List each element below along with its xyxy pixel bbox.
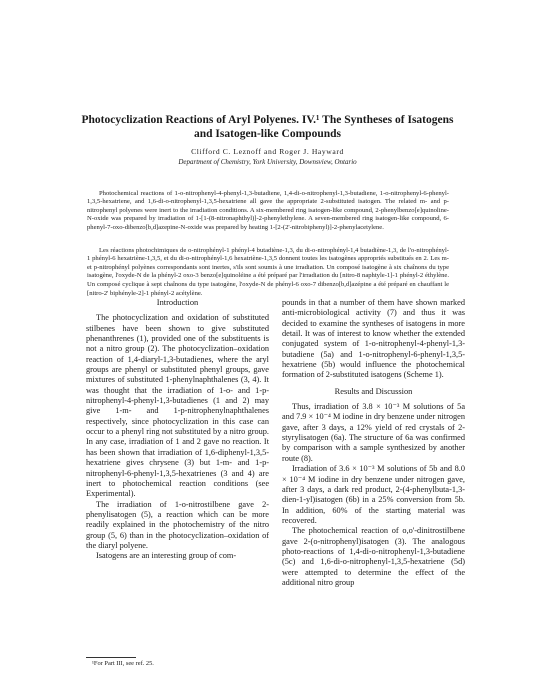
footnote-divider xyxy=(86,657,136,658)
body-paragraph: The photocyclization and oxidation of substituted stilbenes have been shown to give substituted phenanthrenes (1), provided one of the substituents is not a nitro group (2). The photocyclization–oxidation reaction of 1,4-diaryl-1,3-butadienes, where the aryl groups are phenyl or substituted phenyl groups, gave mixtures of substituted 1-phenylnaphthalenes (3, 4). It was thought that the irradiation of 1-o- and 1-p-nitrophenyl-4-phenyl-1,3-butadienes (1 and 2) may give 1-m- and 1-p-nitrophenylnaphthalenes respectively, since photocyclization in this case can occur to a phenyl ring not substituted by a nitro group. In any case, irradiation of 1 and 2 gave no reaction. It has been shown that irradiation of 1,6-diphenyl-1,3,5-hexatriene gives chrysene (3) but 1-m- and 1-p-nitrophenyl-6-phenyl-1,3,5-hexatrienes (3 and 4) are inert to photochemical reaction conditions (see Experimental). xyxy=(86,313,269,499)
body-paragraph: Isatogens are an interesting group of com- xyxy=(96,551,237,561)
section-heading-introduction: Introduction xyxy=(156,298,199,307)
left-column xyxy=(86,298,269,562)
section-heading-results: Results and Discussion xyxy=(334,386,413,396)
footnote: ¹For Part III, see ref. 25. xyxy=(92,660,154,667)
body-paragraph: Thus, irradiation of 3.8 × 10⁻³ M solutions of 5a and 7.9 × 10⁻⁴ M iodine in dry benzene under nitrogen gave, after 3 days, a 12% yield of red crystals of 2-styrylisatogen (6a). The structure of 6a was confirmed by comparison with a sample synthesized by another route (8). xyxy=(282,402,465,463)
title-line-1: Photocyclization Reactions of Aryl Polyenes. IV.¹ The Syntheses of Isatogens xyxy=(81,114,454,126)
abstract-english: Photochemical reactions of 1-o-nitrophenyl-4-phenyl-1,3-butadiene, 1,4-di-o-nitrophenyl-1,3-butadiene, 1-o-nitrophenyl-6-phenyl-1,3,5-hexatriene, and 1,6-di-o-nitrophenyl-1,3,5-hexatriene all gave the appropriate 2-substituted isatogen. The related m- and p-nitrophenyl polyenes were inert to the irradiation conditions. A six-membered ring isatogen-like compound, 2-phenylbenzo[e]quinoline-N-oxide was prepared by irradiation of 1-[1-(8-nitronaphthyl)]-2-phenylethylene. A seven-membered ring isatogen-like compound, 6-phenyl-7-oxo-dibenzo[b,d]azepine-N-oxide was prepared by heating 1-[2-(2'-nitrobiphenyl)]-2-phenylacetylene. xyxy=(87,189,449,231)
title-line-2: and Isatogen-like Compounds xyxy=(194,128,341,140)
right-column xyxy=(282,298,465,588)
author-affiliation: Department of Chemistry, York University, Downsview, Ontario xyxy=(178,158,357,166)
body-paragraph: pounds in that a number of them have shown marked anti-microbiological activity (7) and thus it was decided to examine the syntheses of isatogens in more detail. It was of interest to know whether the extended conjugated system of 1-o-nitrophenyl-4-phenyl-1,3-butadiene (5a) and 1-o-nitrophenyl-6-phenyl-1,3,5-hexatriene (5b) would influence the photochemical formation of 2-substituted isatogens (Scheme 1). xyxy=(282,298,465,380)
author-list: Clifford C. Leznoff and Roger J. Hayward xyxy=(191,147,344,156)
body-paragraph: The irradiation of 1-o-nitrostilbene gave 2-phenylisatogen (5), a reaction which can be more readily explained in the photochemistry of the nitro group (5, 6) than in the photocyclization–oxidation of the diaryl polyene. xyxy=(86,499,269,550)
body-paragraph: The photochemical reaction of o,o'-dinitrostilbene gave 2-(o-nitrophenyl)isatogen (3). The analogous photo-reactions of 1,4-di-o-nitrophenyl-1,3-butadiene (5c) and 1,6-di-o-nitrophenyl-1,3,5-hexatriene (5d) were attempted to determine the effect of the additional nitro group xyxy=(282,526,465,587)
body-paragraph: Irradiation of 3.6 × 10⁻³ M solutions of 5b and 8.0 × 10⁻⁴ M iodine in dry benzene under nitrogen gave, after 3 days, a dark red product, 2-(4-phenylbuta-1,3-dien-1-yl)isatogen (6b) in a 25% conversion from 5b. In addition, 60% of the starting material was recovered. xyxy=(282,464,465,525)
paper-title xyxy=(60,113,475,141)
abstract-french: Les réactions photochimiques de o-nitrophényl-1 phényl-4 butadiène-1,3, du di-o-nitrophényl-1,4 butadiène-1,3, de l'o-nitrophényl-1 phényl-6 hexatriène-1,3,5, et du di-o-nitrophényl-1,6 hexatriène-1,3,5 donnent toutes les isatogènes appropriés substitués en 2. Les m- et p-nitrophényl polyènes correspondants sont inertes, s'ils sont soumis à une irradiation. Un composé isatogène à six chaînons du type isatogène, l'oxyde-N de la phényl-2 oxo-3 benzo[e]quinoléine a été préparé par l'irradiation du [nitro-8 naphtyle-1]-1 phényl-2 éthylène. Un composé cyclique à sept chaînons du type isatogène, l'oxyde-N de phényl-6 oxo-7 dibenzo[b,d]azépine a été préparé en chauffant le [nitro-2' biphényle-2]-1 phényl-2 acétylène. xyxy=(87,246,449,297)
